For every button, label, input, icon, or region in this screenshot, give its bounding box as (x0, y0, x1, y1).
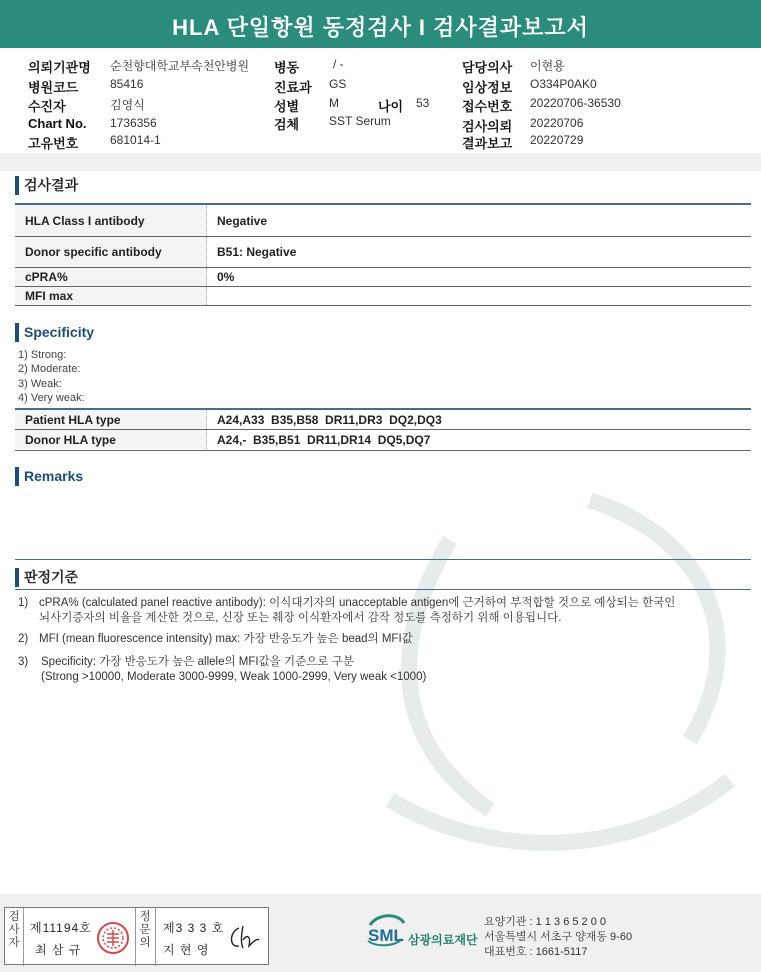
specificity-line: 4) Very weak: (18, 391, 85, 404)
unique-id-value: 681014-1 (110, 133, 161, 147)
doctor-value: 이현용 (530, 59, 565, 73)
criteria-line: (Strong >10000, Moderate 3000-9999, Weak 1000-2999, Very weak <1000) (41, 670, 427, 683)
clinical-info-label: 임상정보 (462, 80, 513, 95)
result-row (15, 268, 751, 286)
chart-no-value: 1736356 (110, 116, 157, 130)
specificity-section-title: Specificity (15, 323, 94, 342)
specificity-line: 3) Weak: (18, 377, 62, 390)
lab-code: 요양기관 : 1 1 3 6 5 2 0 0 (484, 916, 607, 928)
ward-value: / - (333, 57, 344, 71)
criteria-text (41, 655, 741, 684)
specificity-line: 2) Moderate: (18, 363, 81, 376)
seal-stamp-icon (95, 920, 131, 956)
doctor-label: 담당의사 (462, 60, 513, 75)
report-date-label: 결과보고 (462, 136, 513, 151)
dept-label: 진료과 (274, 80, 312, 95)
approver-label: 정문의 (139, 911, 151, 949)
receipt-no-value: 20220706-36530 (530, 96, 621, 110)
ward-label: 병동 (274, 60, 300, 75)
receipt-no-label: 접수번호 (462, 99, 513, 114)
clinical-info-value: O334P0AK0 (530, 77, 597, 91)
hospital-code-value: 85416 (110, 77, 144, 91)
specificity-line: 1) Strong: (18, 349, 67, 361)
chart-no-label: Chart No. (28, 116, 87, 131)
results-section-title: 검사결과 (15, 176, 78, 195)
result-value (207, 287, 751, 305)
recipient-label: 수진자 (28, 99, 66, 114)
divider (15, 450, 751, 451)
criteria-item (18, 632, 28, 647)
institution-label: 의뢰기관명 (28, 60, 91, 75)
lab-info (484, 915, 632, 960)
divider (23, 908, 24, 966)
divider (15, 559, 751, 560)
remarks-section-title: Remarks (15, 467, 83, 486)
criteria-line: 뇌사기증자의 비율을 계산한 것으로, 신장 또는 췌장 이식환자에서 감작 정도를 측정하기 위해 이용됩니다. (39, 611, 562, 624)
criteria-number: 2) (18, 633, 29, 645)
report-title: HLA 단일항원 동정검사 I 검사결과보고서 (0, 0, 761, 48)
result-label: MFI max (15, 287, 207, 305)
hla-row (15, 410, 751, 429)
criteria-text (39, 596, 739, 625)
result-label: HLA Class I antibody (15, 205, 207, 236)
criteria-item (18, 596, 28, 611)
divider (15, 589, 751, 590)
age-value: 53 (416, 96, 430, 110)
patient-info (0, 0, 761, 160)
result-value: 0% (217, 270, 235, 284)
sml-logo: SML (368, 926, 404, 945)
section-separator (0, 153, 761, 171)
institution-value: 순천향대학교부속천안병원 (110, 59, 250, 73)
criteria-line: Specificity: 가장 반응도가 높은 allele의 MFI값을 기준으로 구분 (41, 656, 354, 668)
criteria-number: 1) (18, 597, 29, 609)
signature-icon (225, 922, 263, 954)
specificity-list (18, 348, 85, 405)
foundation-name: 삼광의료재단 (408, 933, 478, 947)
request-date-label: 검사의뢰 (462, 119, 513, 134)
hla-value: A24,- B35,B51 DR11,DR14 DQ5,DQ7 (217, 432, 431, 447)
report-date-value: 20220729 (530, 133, 584, 147)
result-label: cPRA% (15, 268, 207, 286)
specimen-label: 검체 (274, 117, 300, 132)
approver-name: 지 현 영 (163, 943, 210, 957)
result-value: B51: Negative (217, 245, 297, 259)
sex-label: 성별 (274, 99, 300, 114)
hla-value: A24,A33 B35,B58 DR11,DR3 DQ2,DQ3 (217, 412, 442, 427)
divider (135, 908, 136, 966)
criteria-item (18, 655, 28, 670)
approver-license: 제3 3 3 호 (163, 921, 225, 935)
sex-value: M (329, 96, 339, 110)
criteria-line: cPRA% (calculated panel reactive antibody): 이식대기자의 unacceptable antigen에 근거하여 부적합할 것으로 예상되는 한국인 (39, 597, 676, 609)
hla-label: Donor HLA type (15, 430, 207, 449)
hospital-code-label: 병원코드 (28, 80, 79, 95)
recipient-value: 김영식 (110, 98, 145, 112)
result-row (15, 205, 751, 236)
result-value: Negative (217, 213, 268, 228)
hla-row (15, 430, 751, 449)
result-label: Donor specific antibody (15, 237, 207, 267)
tester-license: 제11194호 (30, 921, 92, 935)
criteria-section-title: 판정기준 (15, 568, 78, 587)
signature-box (4, 907, 269, 965)
divider (155, 908, 156, 966)
criteria-text (39, 632, 739, 647)
result-row (15, 237, 751, 267)
lab-address: 서울특별시 서초구 양재동 9-60 (484, 931, 633, 943)
tester-name: 최 삼 규 (35, 943, 82, 957)
hla-label: Patient HLA type (15, 410, 207, 429)
tester-label: 검사자 (8, 911, 20, 949)
request-date-value: 20220706 (530, 116, 584, 130)
dept-value: GS (329, 77, 347, 91)
divider (15, 305, 751, 306)
lab-phone: 대표번호 : 1661-5117 (484, 946, 588, 958)
specimen-value: SST Serum (329, 114, 391, 128)
result-row (15, 287, 751, 305)
unique-id-label: 고유번호 (28, 136, 79, 151)
age-label: 나이 (378, 99, 404, 114)
criteria-number: 3) (18, 656, 29, 668)
criteria-line: MFI (mean fluorescence intensity) max: 가장 반응도가 높은 bead의 MFI값 (39, 633, 413, 645)
